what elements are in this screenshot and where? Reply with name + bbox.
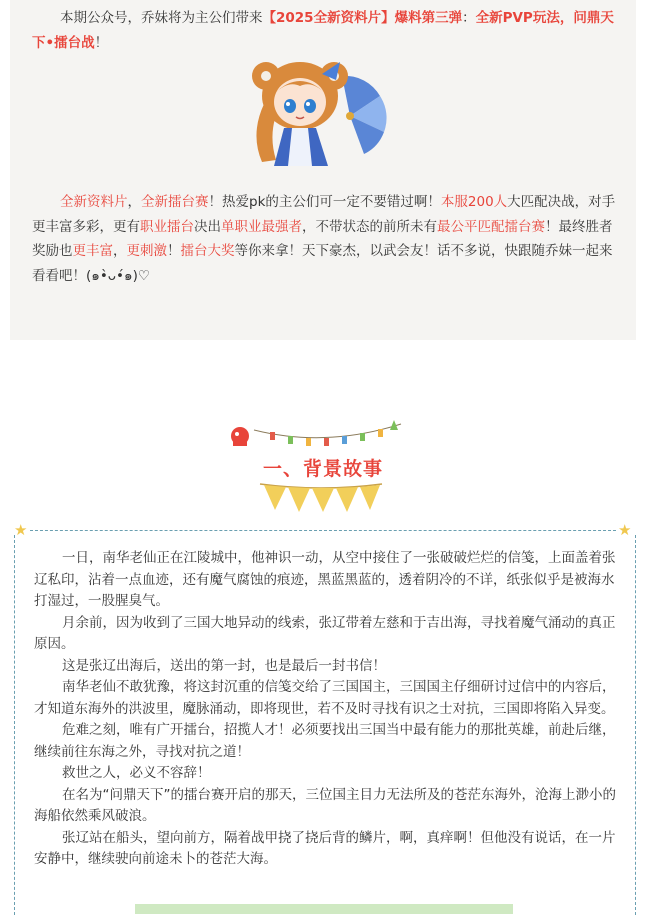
bunting-flags-icon	[256, 480, 386, 516]
star-icon: ★	[14, 521, 28, 539]
story-paragraph: 一日，南华老仙正在江陵城中，他神识一动，从空中接住了一张破破烂烂的信笺，上面盖着张辽私印，沾着一点血迹，还有魔气腐蚀的痕迹，黑蓝黑蓝的，透着阴冷的不详，纸张似乎是被海水打湿过，一股腥臭气。	[34, 550, 616, 609]
star-icon: ★	[618, 521, 632, 539]
body-text: 决出	[194, 218, 221, 235]
body-text: ！	[167, 243, 181, 259]
highlight-text: 更刺激	[126, 243, 167, 259]
intro-paragraph-1: 本期公众号，乔妹将为主公们带来【2025全新资料片】爆料第三弹：全新PVP玩法，问鼎天下•擂台战！	[32, 10, 614, 51]
body-text: ！热爱pk的主公们可一定不要错过啊！	[208, 194, 441, 210]
highlight-text: 最公平匹配擂台赛	[437, 218, 545, 235]
story-paragraph: 救世之人，必义不容辞！	[62, 765, 211, 781]
story-paragraph: 危难之刻，唯有广开擂台，招揽人才！必须要找出三国当中最有能力的那批英雄，前赴后继，继续前往东海之外，寻找对抗之道！	[34, 722, 616, 760]
story-box-top-border	[30, 530, 616, 531]
highlight-text: 擂台大奖	[180, 243, 235, 259]
body-text: ，不带状态的前所未有	[302, 218, 437, 235]
story-paragraph: 这是张辽出海后，送出的第一封，也是最后一封书信！	[62, 657, 386, 674]
intro-paragraph-2	[32, 190, 622, 288]
section-header	[0, 410, 646, 520]
story-text	[34, 548, 620, 871]
body-text: 大匹配决战，对手更丰富多彩，更有	[32, 194, 616, 235]
highlight-text: 全新擂台赛	[141, 194, 209, 210]
highlight-text: 本服200人	[440, 194, 508, 210]
story-paragraph: 张辽站在船头，望向前方，隔着战甲挠了挠后背的鳞片，啊，真痒啊！但他没有说话，在一片安静中，继续驶向前途未卜的苍茫大海。	[34, 829, 616, 867]
chibi-girl-illustration	[240, 54, 390, 174]
highlight-text: 职业擂台	[140, 218, 194, 235]
highlight-text: 单职业最强者	[221, 218, 302, 235]
highlight-text: 更丰富	[72, 243, 113, 259]
section-title: 一、背景故事	[262, 458, 383, 480]
story-paragraph: 在名为“问鼎天下”的擂台赛开启的那天，三位国主目力无法所及的苍茫东海外，沧海上渺小的海船依然乘风破浪。	[34, 786, 616, 824]
body-text: ，	[127, 194, 141, 210]
body-text: 等你来拿！天下豪杰，以武会友！话不多说，快跟随乔妹一起来看看吧！(๑•̀ᴗ•́๑)♡	[32, 243, 613, 284]
story-paragraph: 南华老仙不敢犹豫，将这封沉重的信笺交给了三国国主，三国国主仔细研讨过信中的内容后，才知道东海外的洪波里，魔脉涌动，即将现世，若不及时寻找有识之士对抗，三国即将陷入异变。	[34, 679, 616, 717]
body-text: ，	[113, 243, 127, 259]
string-lights-icon	[226, 416, 406, 450]
highlight-text: 全新资料片	[60, 194, 128, 210]
body-text: ！最终胜者奖励也	[32, 218, 613, 259]
next-section-banner	[135, 904, 513, 914]
story-paragraph: 月余前，因为收到了三国大地异动的线索，张辽带着左慈和于吉出海，寻找着魔气涌动的真正原因。	[34, 614, 616, 652]
